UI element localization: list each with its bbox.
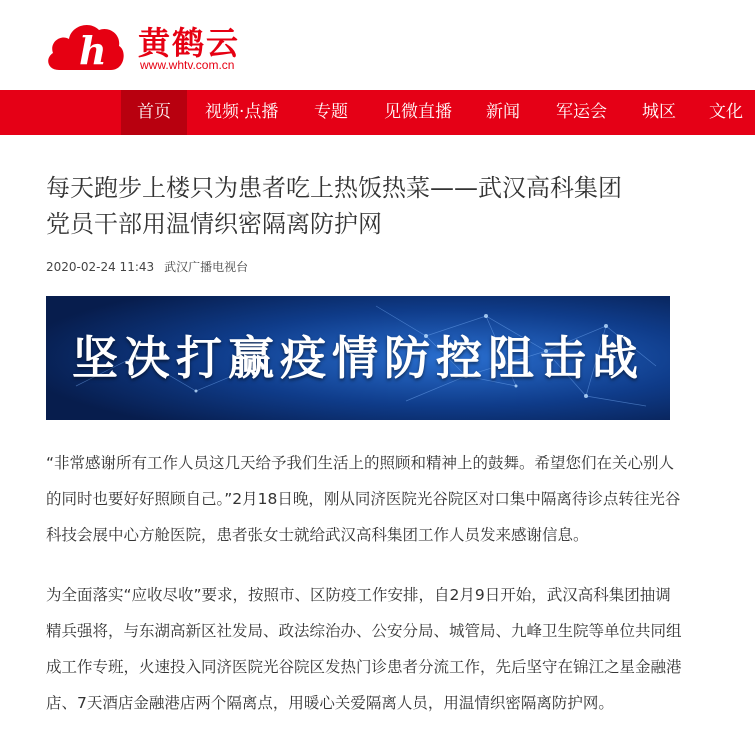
nav-news[interactable]: 新闻 — [486, 102, 520, 122]
article-datetime: 2020-02-24 11:43 — [46, 260, 155, 274]
banner-slogan: 坚决打赢疫情防控阻击战 — [72, 331, 644, 385]
article-source: 武汉广播电视台 — [164, 260, 249, 274]
nav-military-games[interactable]: 军运会 — [556, 102, 607, 122]
article-banner — [46, 296, 670, 420]
logo-letter: h — [79, 28, 107, 72]
nav-home[interactable]: 首页 — [121, 90, 187, 135]
nav-district[interactable]: 城区 — [642, 102, 676, 122]
nav-video[interactable]: 视频·点播 — [205, 102, 279, 122]
article-paragraph-2: 为全面落实“应收尽收”要求，按照市、区防疫工作安排，自2月9日开始，武汉高科集团抽调精兵强将，与东湖高新区社发局、政法综治办、公安分局、城管局、九峰卫生院等单位共同组成工作专班，火速投入同济医院光谷院区发热门诊患者分流工作，先后坚守在锦江之星金融港店、7天酒店金融港店两个隔离点，用暖心关爱隔离人员，用温情织密隔离防护网。 — [46, 586, 682, 712]
article-title-line1: 每天跑步上楼只为患者吃上热饭热菜——武汉高科集团 — [46, 174, 622, 202]
site-header — [0, 0, 755, 90]
site-name[interactable]: 黄鹤云 — [138, 24, 241, 62]
main-nav — [0, 90, 755, 135]
site-url[interactable]: www.whtv.com.cn — [140, 58, 235, 72]
nav-live[interactable]: 见微直播 — [384, 102, 452, 122]
nav-special[interactable]: 专题 — [314, 102, 348, 122]
nav-culture[interactable]: 文化 — [709, 102, 743, 122]
article-meta — [46, 258, 248, 275]
article-title — [46, 170, 706, 242]
article-title-line2: 党员干部用温情织密隔离防护网 — [46, 210, 382, 238]
article-paragraph-1: “非常感谢所有工作人员这几天给予我们生活上的照顾和精神上的鼓舞。希望您们在关心别人的同时也要好好照顾自己。”2月18日晚，刚从同济医院光谷院区对口集中隔离待诊点转往光谷科技会展中心方舱医院，患者张女士就给武汉高科集团工作人员发来感谢信息。 — [46, 454, 681, 544]
logo-cloud-icon[interactable] — [45, 20, 125, 72]
